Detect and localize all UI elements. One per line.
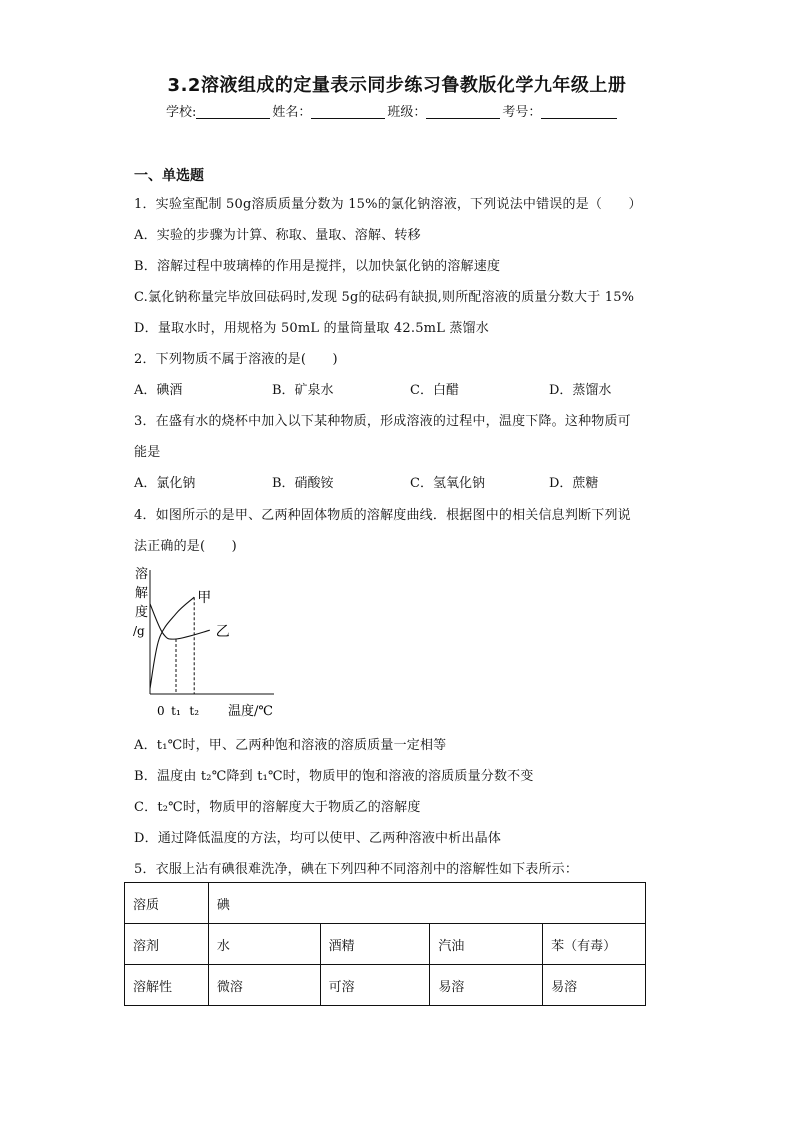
q2-option-b: B．矿泉水 [272,383,334,398]
table-cell: 微溶 [208,965,320,1006]
series-yi-label: 乙 [215,624,230,641]
ylabel-char-1: 溶 [135,567,149,582]
table-row [125,924,646,965]
solubility-curve-chart [126,562,286,722]
ylabel-char-4: /g [133,624,145,638]
x-tick-t1: t₁ [171,704,181,718]
x-axis-label: 温度/℃ [228,704,273,719]
table-cell: 水 [208,924,320,965]
q2-option-d: D．蒸馏水 [549,383,612,398]
iodine-solubility-table [124,882,646,1006]
q4-option-a: A．t₁℃时，甲、乙两种饱和溶液的溶质质量一定相等 [134,738,447,753]
section-heading: 一、单选题 [134,168,204,184]
table-row [125,883,646,924]
class-blank[interactable] [426,104,500,119]
q1-option-d: D．量取水时，用规格为 50mL 的量筒量取 42.5mL 蒸馏水 [134,321,489,336]
table-cell: 溶质 [125,883,209,924]
table-cell: 苯（有毒） [543,924,646,965]
q3-stem-line2: 能是 [134,445,161,460]
origin-label: 0 [157,704,165,718]
q1-option-c: C.氯化钠称量完毕放回砝码时,发现 5g的砝码有缺损,则所配溶液的质量分数大于 15% [134,290,635,305]
q3-option-b: B．硝酸铵 [272,476,334,491]
q4-option-b: B．温度由 t₂℃降到 t₁℃时，物质甲的饱和溶液的溶质质量分数不变 [134,769,534,784]
q2-option-a: A．碘酒 [134,383,183,398]
school-blank[interactable] [196,104,270,119]
q3-option-d: D．蔗糖 [549,476,599,491]
table-cell: 易溶 [430,965,543,1006]
q3-option-c: C．氢氧化钠 [410,476,485,491]
q4-stem-line2: 法正确的是( ) [134,539,237,554]
ylabel-char-2: 解 [135,586,149,601]
q4-stem-line1: 4．如图所示的是甲、乙两种固体物质的溶解度曲线．根据图中的相关信息判断下列说 [134,508,631,523]
table-row [125,965,646,1006]
q1-stem: 1．实验室配制 50g溶质质量分数为 15%的氯化钠溶液，下列说法中错误的是（ ） [134,197,642,212]
table-cell: 易溶 [543,965,646,1006]
x-tick-t2: t₂ [189,704,200,718]
q1-option-a: A．实验的步骤为计算、称取、量取、溶解、转移 [134,228,421,243]
q3-stem-line1: 3．在盛有水的烧杯中加入以下某种物质，形成溶液的过程中，温度下降。这种物质可 [134,414,631,429]
name-label: 姓名： [272,105,312,120]
table-cell: 可溶 [320,965,430,1006]
q4-option-d: D．通过降低温度的方法，均可以使甲、乙两种溶液中析出晶体 [134,831,502,846]
name-blank[interactable] [311,104,385,119]
number-blank[interactable] [541,104,617,119]
q4-option-c: C．t₂℃时，物质甲的溶解度大于物质乙的溶解度 [134,800,421,815]
series-jia-label: 甲 [197,590,212,607]
table-cell: 碘 [208,883,645,924]
table-cell: 酒精 [320,924,430,965]
table-cell: 溶剂 [125,924,209,965]
q2-stem: 2．下列物质不属于溶液的是( ) [134,352,338,367]
q1-option-b: B．溶解过程中玻璃棒的作用是搅拌，以加快氯化钠的溶解速度 [134,259,501,274]
table-cell: 溶解性 [125,965,209,1006]
student-info-line [166,101,619,120]
q3-option-a: A．氯化钠 [134,476,196,491]
ylabel-char-3: 度 [135,605,149,620]
number-label: 考号： [502,105,542,120]
class-label: 班级： [387,105,427,120]
table-cell: 汽油 [430,924,543,965]
q2-option-c: C．白醋 [410,383,459,398]
school-label: 学校: [166,105,197,120]
page-title: 3.2溶液组成的定量表示同步练习鲁教版化学九年级上册 [167,75,627,96]
series-jia-line [150,597,194,688]
q5-stem: 5．衣服上沾有碘很难洗净，碘在下列四种不同溶剂中的溶解性如下表所示： [134,862,579,877]
